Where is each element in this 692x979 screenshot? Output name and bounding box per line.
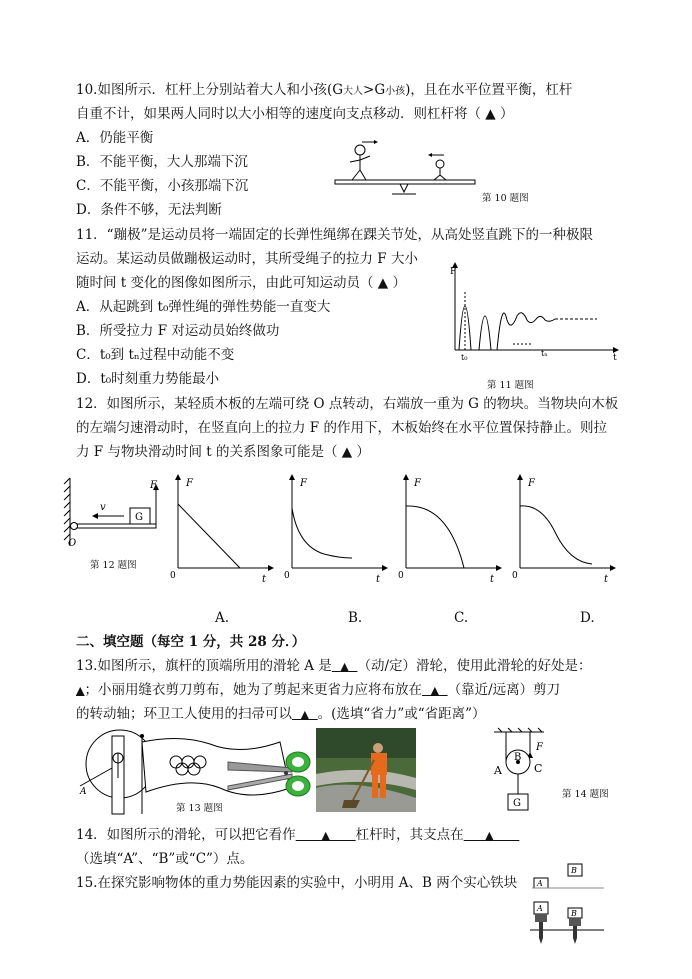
q14-caption: 第 14 题图 xyxy=(562,789,609,800)
q12-block-label: G xyxy=(135,512,143,523)
q10-option-c: C．不能平衡，小孩那端下沉 xyxy=(76,178,249,194)
q12-graph-b-origin: 0 xyxy=(284,571,290,581)
q12-graph-c-x: t xyxy=(490,574,495,585)
q11-option-d: D．t₀时刻重力势能最小 xyxy=(76,371,220,387)
q11-graph-y-label: F xyxy=(450,267,457,277)
q12-lever-figure xyxy=(58,478,168,553)
q12-graph-c xyxy=(398,474,503,586)
q12-graph-b-x: t xyxy=(376,574,381,585)
q14-point-a: A xyxy=(494,764,502,777)
q14-pulley-figure xyxy=(486,728,556,816)
q14-weight-label: G xyxy=(513,798,521,809)
q15-block-a-top: A xyxy=(537,879,543,888)
q14-line2: （选填“A”、“B”或“C”）点。 xyxy=(76,851,254,867)
q11-graph-x-label: t xyxy=(613,353,617,363)
scissors-image xyxy=(220,748,312,798)
q11-graph-t0-label: t₀ xyxy=(461,353,468,362)
q11-force-time-graph xyxy=(445,262,620,362)
q12-label-b: B. xyxy=(348,610,363,626)
q14-line1: 14．如图所示的滑轮，可以把它看作 ▲ 杠杆时，其支点在 ▲ xyxy=(76,827,494,843)
q12-force-label: F xyxy=(150,480,157,491)
q12-graph-a-y: F xyxy=(186,478,193,489)
q13-line1: 13.如图所示，旗杆的顶端所用的滑轮 A 是 ▲ （动/定）滑轮，使用此滑轮的好处是： xyxy=(76,658,592,674)
q10-option-d: D．条件不够，无法判断 xyxy=(76,202,222,218)
q15-block-a-label: A xyxy=(537,904,543,913)
q12-line3: 力 F 与物块滑动时间 t 的关系图象可能是（ ▲ ） xyxy=(76,444,370,460)
q14-point-b: B xyxy=(514,752,522,763)
q12-label-d: D. xyxy=(580,610,595,626)
q10-line1: 10.如图所示．杠杆上分别站着大人和小孩(G大人>G小孩)，且在水平位置平衡，杠杆 xyxy=(76,82,573,98)
q15-block-b-top: B xyxy=(571,866,577,875)
q12-label-c: C. xyxy=(454,610,469,626)
q12-line1: 12．如图所示，某轻质木板的左端可绕 O 点转动，右端放一重为 G 的物块。当物块向木板 xyxy=(76,396,619,412)
q12-graph-b xyxy=(284,474,389,586)
street-sweeper-photo xyxy=(316,728,416,812)
q13-caption: 第 13 题图 xyxy=(176,803,223,814)
q12-graph-c-y: F xyxy=(414,478,421,489)
q10-seesaw-figure xyxy=(330,140,480,200)
q11-option-a: A．从起跳到 t₀弹性绳的弹性势能一直变大 xyxy=(76,299,331,315)
q11-line1: 11．“蹦极”是运动员将一端固定的长弹性绳绑在踝关节处，从高处竖直跳下的一种极限 xyxy=(76,227,593,243)
q12-velocity-label: v xyxy=(100,502,106,513)
q10-option-b: B．不能平衡，大人那端下沉 xyxy=(76,154,248,170)
q12-graph-d xyxy=(512,474,617,586)
q11-option-b: B．所受拉力 F 对运动员始终做功 xyxy=(76,323,280,339)
q15-iron-block-figure xyxy=(530,862,610,948)
q11-caption: 第 11 题图 xyxy=(487,380,534,391)
q10-line2: 自重不计，如果两人同时以大小相等的速度向支点移动．则杠杆将（ ▲ ） xyxy=(76,106,514,122)
q15-block-b-label: B xyxy=(571,909,577,918)
q11-line3: 随时间 t 变化的图像如图所示，由此可知运动员（ ▲ ） xyxy=(76,275,406,291)
q13-line2: ▲；小丽用缝衣剪刀剪布，她为了剪起来更省力应将布放在 ▲ （靠近/远离）剪刀 xyxy=(76,682,561,698)
q12-pivot-label: O xyxy=(68,538,77,549)
q12-caption: 第 12 题图 xyxy=(90,560,137,571)
q11-option-c: C．t₀到 tₙ过程中动能不变 xyxy=(76,347,235,363)
section-2-heading: 二、填空题（每空 1 分，共 28 分．） xyxy=(76,634,306,650)
q14-force-label: F xyxy=(536,742,543,753)
q10-option-a: A．仍能平衡 xyxy=(76,130,154,146)
q14-point-c: C xyxy=(534,762,543,775)
q12-graph-a-x: t xyxy=(262,574,267,585)
q12-graph-d-x: t xyxy=(604,574,609,585)
q12-graph-b-y: F xyxy=(300,478,307,489)
q12-graph-a xyxy=(170,474,275,586)
q10-caption: 第 10 题图 xyxy=(482,193,529,204)
q12-graph-a-origin: 0 xyxy=(170,571,176,581)
q12-graph-c-origin: 0 xyxy=(398,571,404,581)
q11-line2: 运动。某运动员做蹦极运动时，其所受绳子的拉力 F 大小 xyxy=(76,251,418,267)
q12-line2: 的左端匀速滑动时，在竖直向上的拉力 F 的作用下，木板始终在水平位置保持静止。则拉 xyxy=(76,420,607,436)
q12-graph-d-origin: 0 xyxy=(512,571,518,581)
q15-line1: 15.在探究影响物体的重力势能因素的实验中，小明用 A、B 两个实心铁块 xyxy=(76,875,518,891)
q13-line3: 的转动轴；环卫工人使用的扫帚可以 ▲ 。(选填“省力”或“省距离”） xyxy=(76,706,486,722)
q12-graph-d-y: F xyxy=(528,478,535,489)
q13-pulley-label: A xyxy=(80,787,87,797)
q11-graph-tn-label: tₙ xyxy=(541,349,548,358)
q12-label-a: A. xyxy=(215,610,230,626)
